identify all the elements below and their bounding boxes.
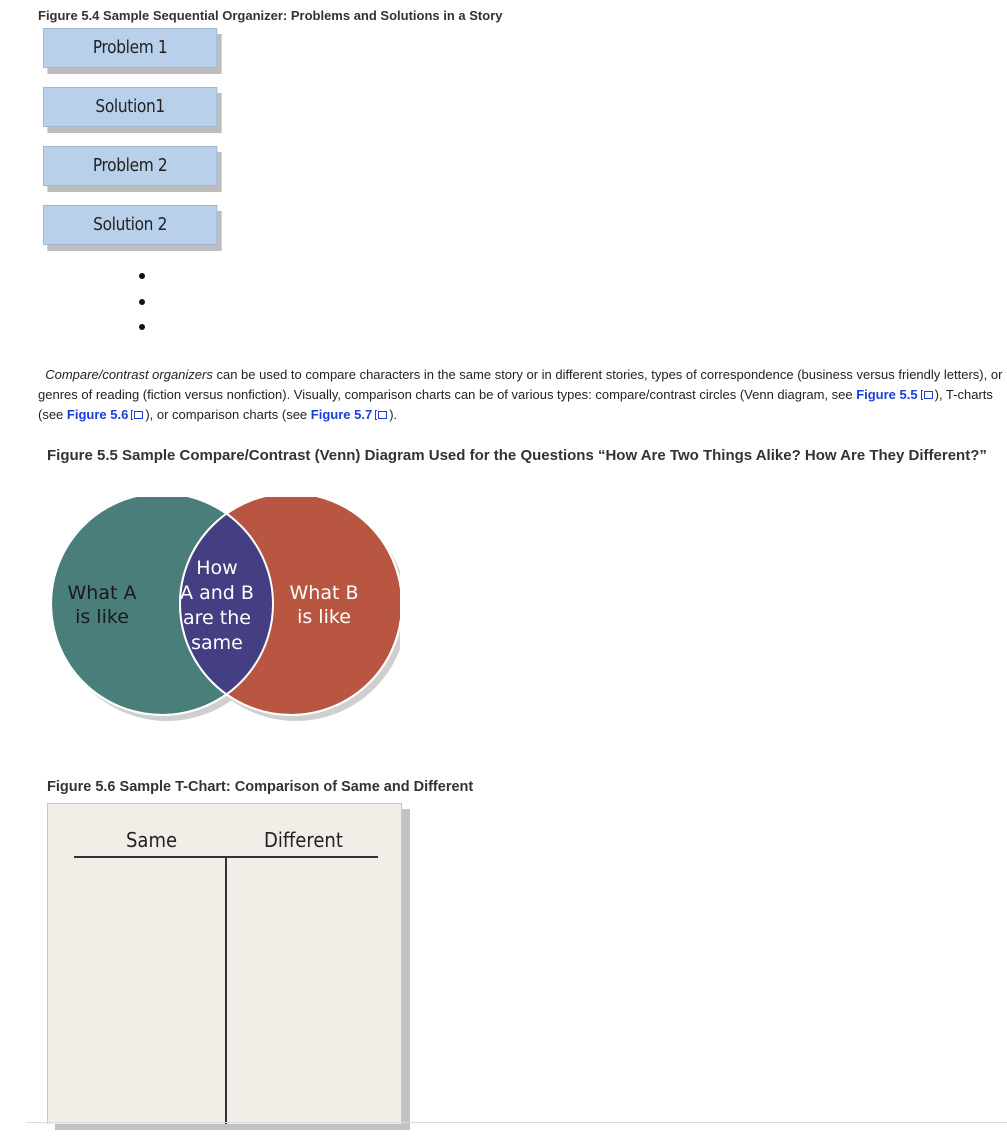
paragraph-text: ). [389,407,398,422]
t-chart-header-different: Different [264,828,343,852]
body-paragraph [38,365,1004,425]
sequence-box-problem-1: Problem 1 [43,28,217,68]
figure-5-7-link[interactable]: Figure 5.7 [310,407,373,422]
popup-icon[interactable] [131,410,143,420]
t-chart [47,803,402,1124]
figure-5-6-title: Figure 5.6 Sample T-Chart: Comparison of Same and Different [47,779,474,795]
sequence-box-problem-2: Problem 2 [43,146,217,186]
paragraph-text: can be used to compare characters in the same story or in different stories, types of correspondence (business versus friendly letters), or genres of reading (fiction versus nonfiction). Visually, comparison charts can be of various types: compare/contrast circles (Venn diagram, see [38,367,1003,402]
figure-5-5-title: Figure 5.5 Sample Compare/Contrast (Venn) Diagram Used for the Questions “How Are Two Things Alike? How Are They Different?” [47,447,987,464]
venn-label-center-line3: are the [183,607,251,629]
venn-label-a-line2: is like [75,606,129,628]
sequence-box-solution-1: Solution1 [43,87,217,127]
t-chart-vertical-rule [225,857,227,1124]
venn-label-a-line1: What A [67,582,137,604]
paragraph-text: ), T-charts (see [38,387,993,422]
venn-label-center-line2: A and B [180,582,254,604]
sequence-box-solution-2: Solution 2 [43,205,217,245]
t-chart-header-same: Same [126,828,178,852]
term-compare-contrast-organizers: Compare/contrast organizers [45,367,213,382]
figure-5-6-link[interactable]: Figure 5.6 [66,407,129,422]
venn-label-b-line1: What B [289,582,359,604]
paragraph-text: ), or comparison charts (see [145,407,311,422]
venn-label-center-line1: How [196,557,238,579]
venn-diagram [40,497,400,729]
venn-label-b-line2: is like [297,606,351,628]
popup-icon[interactable] [375,410,387,420]
figure-5-5-link[interactable]: Figure 5.5 [856,387,918,402]
continuation-dot [139,299,145,305]
continuation-dot [139,324,145,330]
figure-5-4-title: Figure 5.4 Sample Sequential Organizer: Problems and Solutions in a Story [38,8,503,23]
venn-label-center-line4: same [191,632,243,654]
continuation-dot [139,273,145,279]
page-divider [26,1122,1007,1123]
popup-icon[interactable] [921,390,933,400]
